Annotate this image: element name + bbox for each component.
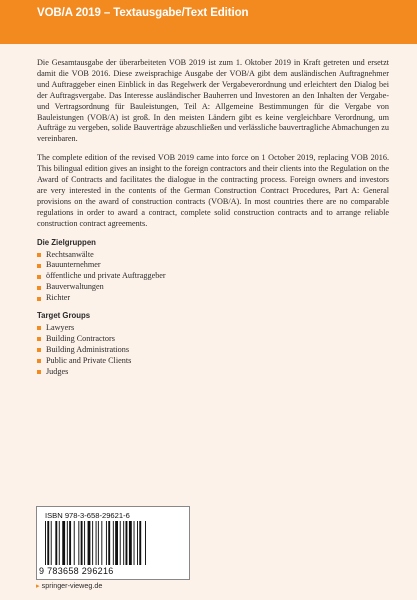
list-item (37, 367, 389, 378)
list-item-label: öffentliche und private Auftraggeber (46, 271, 166, 281)
list-item-label: Rechtsanwälte (46, 249, 94, 259)
bullet-icon (37, 297, 41, 301)
barcode-icon (45, 521, 181, 565)
list-item-label: Bauverwaltungen (46, 282, 104, 292)
zielgruppen-list (37, 250, 389, 305)
description-german: Die Gesamtausgabe der überarbeiteten VOB 2019 ist zum 1. Oktober 2019 in Kraft getreten und ersetzt damit die VOB 2016. Diese zweisprachige Ausgabe der VOB/A gibt dem ausländischen Auftragnehmer und Auftraggeber einen Einblick in das Regelwerk der Vergabeverordnung und erleichtert den Dialog bei der Auftragsvergabe. Das Interesse ausländischer Bauherren und Investoren an den Inhalten der Vergabe- und Vertragsordnung für Bauleistungen, Teil A: Allgemeine Bestimmungen für die Vergabe von Bauleistungen (VOB/A) ist groß. In den meisten Ländern gibt es keine vergleichbare Verordnung, um Aufträge zu vergeben, solide Bauverträge abzuschließen und verlässliche bauvertragliche Abmachungen zu vereinbaren. (37, 58, 389, 144)
bullet-icon (37, 264, 41, 268)
list-item (37, 271, 389, 282)
publisher-url: springer-vieweg.de (41, 581, 103, 590)
list-item-label: Richter (46, 293, 71, 303)
list-item (37, 293, 389, 304)
title-bar (0, 0, 417, 44)
list-item (37, 323, 389, 334)
isbn-number: ISBN 978-3-658-29621-6 (45, 511, 130, 520)
book-title: VOB/A 2019 – Textausgabe/Text Edition (37, 7, 249, 19)
list-item (37, 250, 389, 261)
description-english: The complete edition of the revised VOB 2019 came into force on 1 October 2019, replacing VOB 2016. This bilingual edition gives an insight to the foreign contractors and their clients into the Regulation on the Award of Contracts and facilitates the dialogue in the contracting process. Foreign owners and investors are very interested in the contents of the German Construction Contract Procedures, Part A: General provisions on the award of construction contracts (VOB/A). In most countries there are no comparable regulations in order to award a contract, complete solid construction contracts and to arrange reliable construction contract agreements. (37, 153, 389, 228)
barcode-box (36, 506, 190, 580)
list-item-label: Public and Private Clients (46, 355, 132, 365)
list-item-label: Lawyers (46, 322, 75, 332)
list-item-label: Building Administrations (46, 344, 130, 354)
target-groups-list (37, 323, 389, 378)
target-groups-heading: Target Groups (37, 311, 91, 321)
list-item-label: Judges (46, 366, 69, 376)
bullet-icon (37, 275, 41, 279)
back-cover-text (37, 58, 389, 384)
list-item (37, 260, 389, 271)
list-item (37, 345, 389, 356)
bullet-icon (37, 370, 41, 374)
bullet-icon (37, 326, 41, 330)
bullet-icon (37, 286, 41, 290)
list-item (37, 334, 389, 345)
zielgruppen-heading: Die Zielgruppen (37, 237, 96, 247)
arrow-icon: ▸ (36, 581, 40, 590)
publisher-link[interactable] (36, 581, 102, 590)
list-item-label: Bauunternehmer (46, 260, 101, 270)
list-item (37, 356, 389, 367)
barcode-digits: 9 783658 296216 (39, 566, 114, 576)
list-item (37, 282, 389, 293)
bullet-icon (37, 253, 41, 257)
list-item-label: Building Contractors (46, 333, 115, 343)
bullet-icon (37, 337, 41, 341)
bullet-icon (37, 348, 41, 352)
bullet-icon (37, 359, 41, 363)
